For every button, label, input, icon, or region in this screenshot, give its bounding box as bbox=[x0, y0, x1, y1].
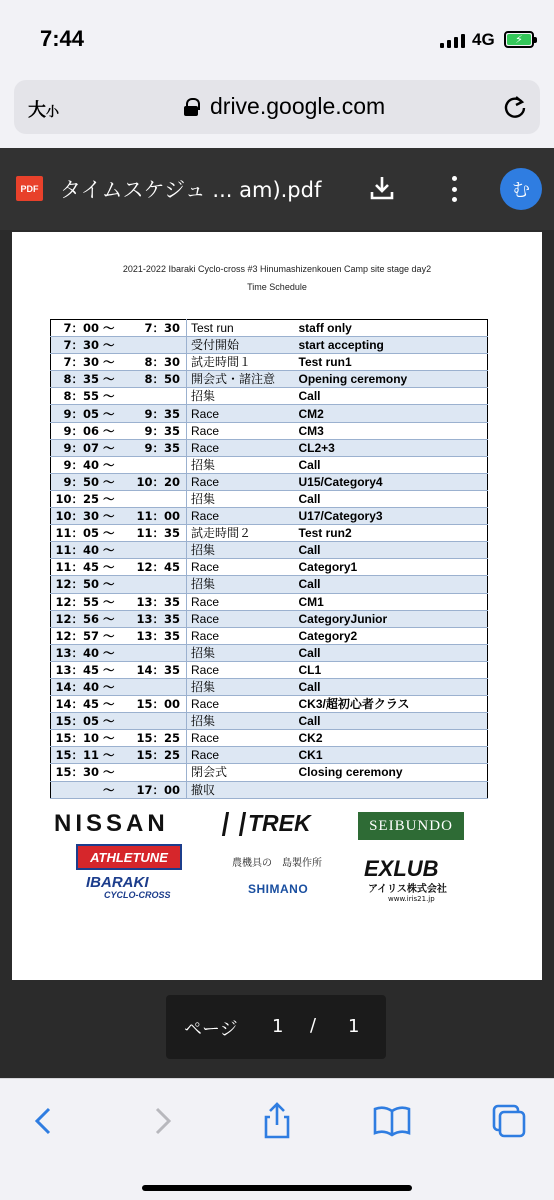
exlub-logo: EXLUB bbox=[364, 856, 439, 881]
start-time: 15：11 ～ bbox=[51, 747, 115, 764]
session-event: U17/Category3 bbox=[299, 508, 488, 525]
end-time bbox=[115, 542, 187, 559]
schedule-row bbox=[51, 764, 488, 781]
athletune-logo: ATHLETUNE bbox=[76, 844, 182, 870]
start-time: 15：30 ～ bbox=[51, 764, 115, 781]
schedule-row bbox=[51, 576, 488, 593]
ibaraki-cyclocross-logo: IBARAKI CYCLO-CROSS bbox=[86, 874, 171, 900]
pdf-page bbox=[12, 232, 542, 980]
schedule-row bbox=[51, 627, 488, 644]
end-time bbox=[115, 388, 187, 405]
session-type: Race bbox=[187, 405, 299, 422]
session-event: U15/Category4 bbox=[299, 473, 488, 490]
session-event: Test run2 bbox=[299, 525, 488, 542]
end-time bbox=[115, 456, 187, 473]
pdf-viewer bbox=[0, 148, 554, 1078]
reload-icon[interactable] bbox=[502, 94, 528, 126]
session-event: Call bbox=[299, 576, 488, 593]
schedule-row bbox=[51, 456, 488, 473]
schedule-row bbox=[51, 388, 488, 405]
avatar[interactable]: む bbox=[500, 168, 542, 210]
session-type: Race bbox=[187, 593, 299, 610]
session-type: Race bbox=[187, 747, 299, 764]
signal-icon bbox=[440, 32, 465, 48]
schedule-row bbox=[51, 422, 488, 439]
end-time bbox=[115, 490, 187, 507]
document-subtitle: Time Schedule bbox=[247, 282, 307, 292]
download-icon[interactable] bbox=[368, 174, 396, 202]
start-time: 8：55 ～ bbox=[51, 388, 115, 405]
session-type: 招集 bbox=[187, 713, 299, 730]
trek-logo: TREK bbox=[224, 810, 311, 837]
schedule-row bbox=[51, 439, 488, 456]
more-options-icon[interactable] bbox=[442, 174, 466, 204]
session-type: 招集 bbox=[187, 490, 299, 507]
end-time: 10：20 bbox=[115, 473, 187, 490]
end-time bbox=[115, 576, 187, 593]
session-type: Race bbox=[187, 610, 299, 627]
session-event: Closing ceremony bbox=[299, 764, 488, 781]
start-time: 9：50 ～ bbox=[51, 473, 115, 490]
start-time: 9：07 ～ bbox=[51, 439, 115, 456]
schedule-row bbox=[51, 593, 488, 610]
session-type: Race bbox=[187, 627, 299, 644]
address-bar[interactable] bbox=[14, 80, 540, 134]
schedule-row bbox=[51, 696, 488, 713]
session-event: Opening ceremony bbox=[299, 371, 488, 388]
home-indicator bbox=[142, 1185, 412, 1191]
schedule-row bbox=[51, 320, 488, 337]
schedule-row bbox=[51, 747, 488, 764]
start-time: 14：45 ～ bbox=[51, 696, 115, 713]
schedule-row bbox=[51, 781, 488, 798]
session-type: 招集 bbox=[187, 388, 299, 405]
lock-icon bbox=[184, 98, 198, 116]
session-type: Race bbox=[187, 439, 299, 456]
session-type: 開会式・諸注意 bbox=[187, 371, 299, 388]
session-event: Call bbox=[299, 713, 488, 730]
schedule-row bbox=[51, 371, 488, 388]
pdf-file-icon: PDF bbox=[16, 176, 43, 201]
session-event: Category2 bbox=[299, 627, 488, 644]
end-time bbox=[115, 678, 187, 695]
start-time: 9：06 ～ bbox=[51, 422, 115, 439]
session-type: Race bbox=[187, 473, 299, 490]
start-time: 8：35 ～ bbox=[51, 371, 115, 388]
end-time: 17：00 bbox=[115, 781, 187, 798]
end-time: 15：00 bbox=[115, 696, 187, 713]
bookmarks-icon[interactable] bbox=[372, 1101, 412, 1141]
schedule-row bbox=[51, 354, 488, 371]
schedule-row bbox=[51, 559, 488, 576]
text-size-button[interactable]: 大小 bbox=[28, 100, 60, 121]
start-time: 14：40 ～ bbox=[51, 678, 115, 695]
start-time: 15：10 ～ bbox=[51, 730, 115, 747]
end-time: 8：30 bbox=[115, 354, 187, 371]
schedule-row bbox=[51, 405, 488, 422]
session-event: Call bbox=[299, 456, 488, 473]
session-type: Race bbox=[187, 696, 299, 713]
session-type: 試走時間１ bbox=[187, 354, 299, 371]
end-time: 12：45 bbox=[115, 559, 187, 576]
viewer-header bbox=[0, 148, 554, 230]
session-event: CM3 bbox=[299, 422, 488, 439]
start-time: 12：55 ～ bbox=[51, 593, 115, 610]
session-type: Test run bbox=[187, 320, 299, 337]
start-time: 7：30 ～ bbox=[51, 337, 115, 354]
session-type: Race bbox=[187, 730, 299, 747]
schedule-row bbox=[51, 337, 488, 354]
schedule-row bbox=[51, 525, 488, 542]
nissan-logo: NISSAN bbox=[54, 810, 169, 837]
schedule-row bbox=[51, 661, 488, 678]
end-time: 7：30 bbox=[115, 320, 187, 337]
session-event: start accepting bbox=[299, 337, 488, 354]
schedule-row bbox=[51, 730, 488, 747]
start-time: 9：40 ～ bbox=[51, 456, 115, 473]
session-type: 招集 bbox=[187, 576, 299, 593]
session-event: Call bbox=[299, 644, 488, 661]
end-time: 15：25 bbox=[115, 730, 187, 747]
end-time: 9：35 bbox=[115, 405, 187, 422]
end-time bbox=[115, 764, 187, 781]
session-event: CL1 bbox=[299, 661, 488, 678]
trek-mark-icon bbox=[222, 812, 246, 836]
start-time: ～ bbox=[51, 781, 115, 798]
end-time: 13：35 bbox=[115, 593, 187, 610]
session-event: Test run1 bbox=[299, 354, 488, 371]
file-title: タイムスケジュ ... am).pdf bbox=[60, 178, 322, 202]
schedule-row bbox=[51, 490, 488, 507]
start-time: 13：45 ～ bbox=[51, 661, 115, 678]
session-event: Call bbox=[299, 542, 488, 559]
session-event: Category1 bbox=[299, 559, 488, 576]
session-type: 招集 bbox=[187, 542, 299, 559]
end-time: 13：35 bbox=[115, 627, 187, 644]
status-bar bbox=[0, 0, 554, 76]
battery-icon: ⚡ bbox=[504, 31, 534, 48]
session-event bbox=[299, 781, 488, 798]
document-title: 2021-2022 Ibaraki Cyclo-cross #3 Hinumashizenkouen Camp site stage day2 bbox=[122, 264, 432, 274]
share-icon[interactable] bbox=[257, 1101, 297, 1141]
session-event: staff only bbox=[299, 320, 488, 337]
iris-logo: アイリス株式会社 www.iris21.jp bbox=[368, 884, 447, 903]
schedule-row bbox=[51, 610, 488, 627]
clock: 7:44 bbox=[40, 26, 85, 51]
session-type: 試走時間２ bbox=[187, 525, 299, 542]
session-type: Race bbox=[187, 508, 299, 525]
schedule-table bbox=[50, 319, 488, 799]
session-type: 招集 bbox=[187, 678, 299, 695]
url-domain[interactable]: drive.google.com bbox=[210, 93, 386, 119]
schedule-row bbox=[51, 678, 488, 695]
session-type: 閉会式 bbox=[187, 764, 299, 781]
end-time: 8：50 bbox=[115, 371, 187, 388]
start-time: 15：05 ～ bbox=[51, 713, 115, 730]
start-time: 10：30 ～ bbox=[51, 508, 115, 525]
session-event: CK1 bbox=[299, 747, 488, 764]
browser-toolbar bbox=[0, 1078, 554, 1200]
session-event: Call bbox=[299, 388, 488, 405]
session-type: 撤収 bbox=[187, 781, 299, 798]
end-time: 11：35 bbox=[115, 525, 187, 542]
end-time: 9：35 bbox=[115, 422, 187, 439]
start-time: 7：30 ～ bbox=[51, 354, 115, 371]
tabs-icon[interactable] bbox=[488, 1101, 528, 1141]
session-event: Call bbox=[299, 490, 488, 507]
start-time: 11：05 ～ bbox=[51, 525, 115, 542]
end-time: 13：35 bbox=[115, 610, 187, 627]
start-time: 13：40 ～ bbox=[51, 644, 115, 661]
seibundo-logo: SEIBUNDO bbox=[358, 812, 464, 840]
session-event: CK2 bbox=[299, 730, 488, 747]
shimano-logo: SHIMANO bbox=[248, 882, 309, 896]
forward-icon[interactable] bbox=[142, 1101, 182, 1141]
session-event: CK3/超初心者クラス bbox=[299, 696, 488, 713]
end-time: 15：25 bbox=[115, 747, 187, 764]
schedule-row bbox=[51, 542, 488, 559]
end-time bbox=[115, 644, 187, 661]
start-time: 12：50 ～ bbox=[51, 576, 115, 593]
session-type: 受付開始 bbox=[187, 337, 299, 354]
session-event: CL2+3 bbox=[299, 439, 488, 456]
session-event: CategoryJunior bbox=[299, 610, 488, 627]
schedule-row bbox=[51, 644, 488, 661]
session-type: 招集 bbox=[187, 456, 299, 473]
back-icon[interactable] bbox=[24, 1101, 64, 1141]
session-event: Call bbox=[299, 678, 488, 695]
start-time: 7：00 ～ bbox=[51, 320, 115, 337]
end-time: 11：00 bbox=[115, 508, 187, 525]
schedule-row bbox=[51, 713, 488, 730]
session-type: Race bbox=[187, 661, 299, 678]
session-event: CM2 bbox=[299, 405, 488, 422]
start-time: 12：57 ～ bbox=[51, 627, 115, 644]
shimadzu-logo: 農機具の 島製作所 bbox=[232, 858, 322, 869]
network-label: 4G bbox=[472, 30, 495, 49]
session-type: 招集 bbox=[187, 644, 299, 661]
page-indicator: ページ 1 / 1 bbox=[166, 995, 386, 1059]
end-time: 9：35 bbox=[115, 439, 187, 456]
session-type: Race bbox=[187, 559, 299, 576]
start-time: 9：05 ～ bbox=[51, 405, 115, 422]
session-event: CM1 bbox=[299, 593, 488, 610]
end-time bbox=[115, 713, 187, 730]
schedule-row bbox=[51, 473, 488, 490]
schedule-row bbox=[51, 508, 488, 525]
start-time: 11：40 ～ bbox=[51, 542, 115, 559]
start-time: 10：25 ～ bbox=[51, 490, 115, 507]
start-time: 11：45 ～ bbox=[51, 559, 115, 576]
start-time: 12：56 ～ bbox=[51, 610, 115, 627]
session-type: Race bbox=[187, 422, 299, 439]
end-time: 14：35 bbox=[115, 661, 187, 678]
end-time bbox=[115, 337, 187, 354]
